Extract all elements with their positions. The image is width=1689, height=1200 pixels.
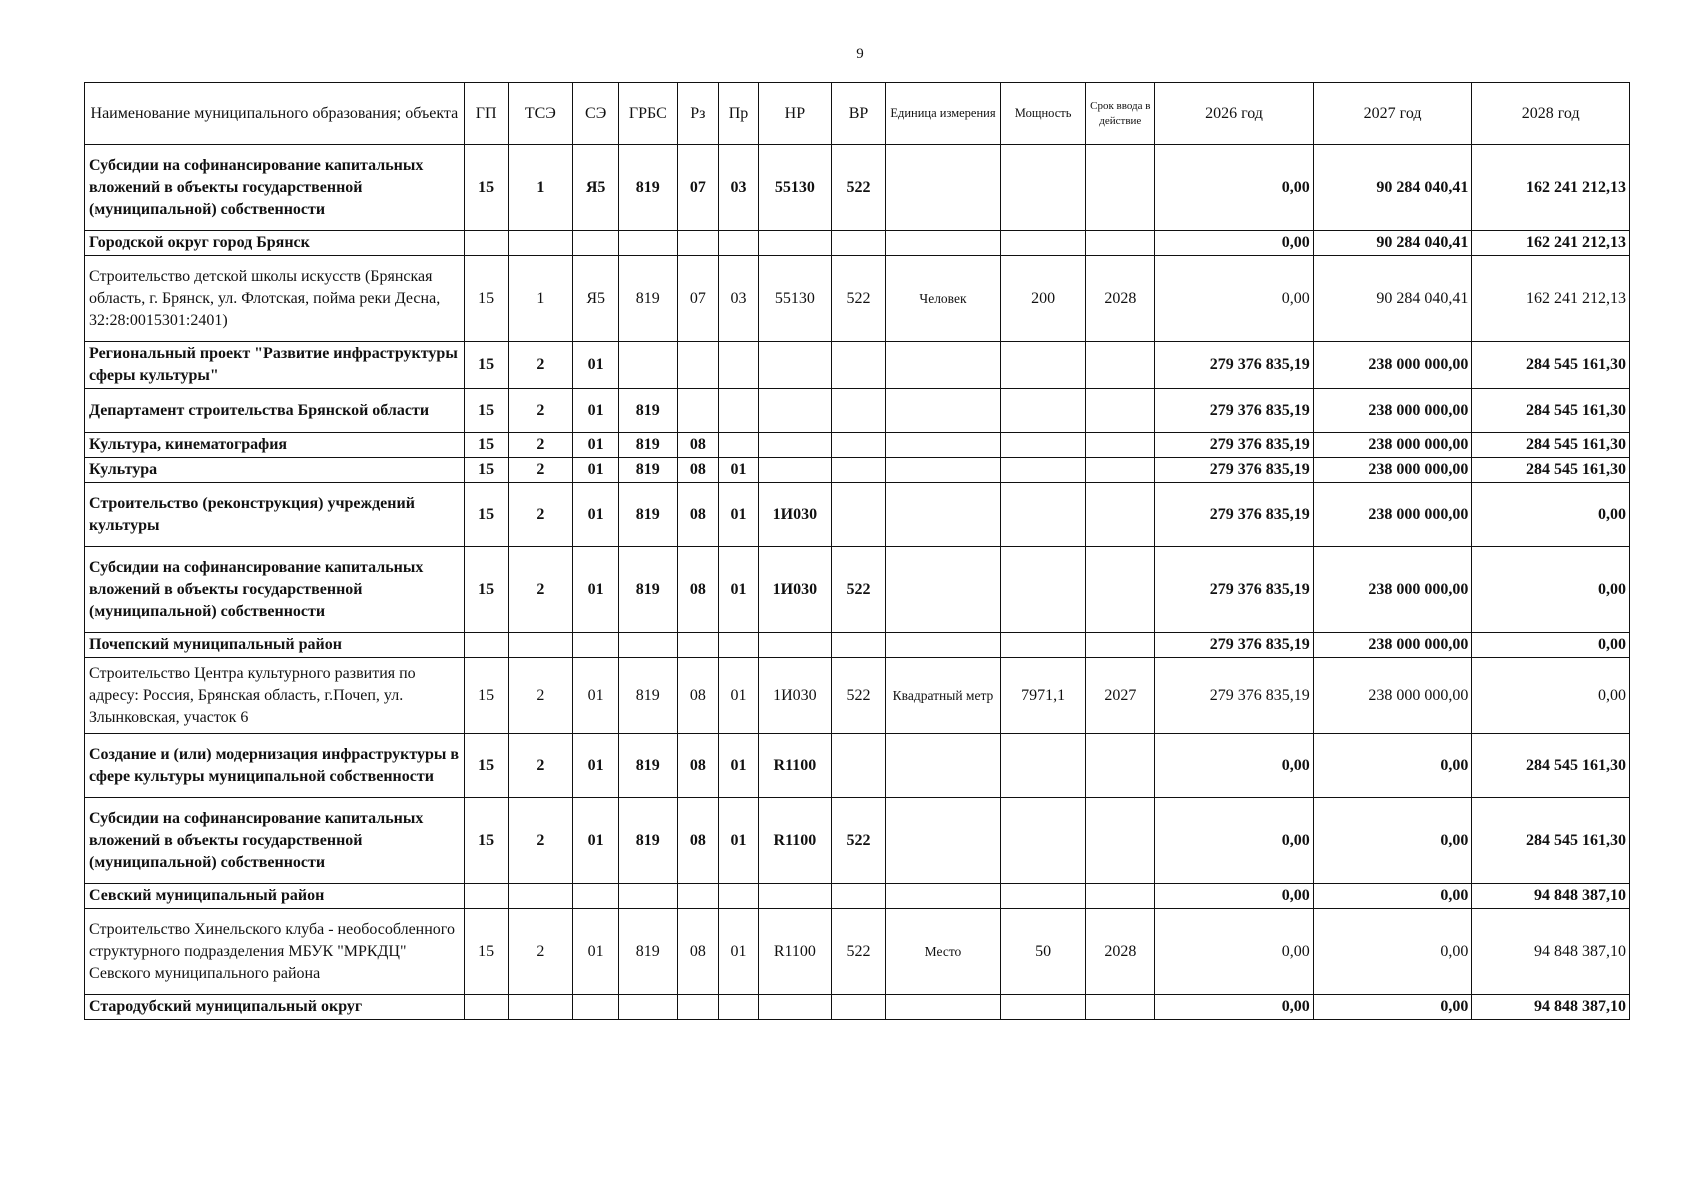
cell-tse: 1 bbox=[508, 256, 573, 342]
cell-se: Я5 bbox=[573, 256, 619, 342]
header-name: Наименование муниципального образования; объекта bbox=[85, 83, 465, 145]
cell-capacity bbox=[1000, 884, 1086, 909]
cell-name: Городской округ город Брянск bbox=[85, 231, 465, 256]
cell-gp bbox=[464, 633, 508, 658]
cell-se: 01 bbox=[573, 547, 619, 633]
cell-term bbox=[1086, 458, 1155, 483]
cell-vr bbox=[831, 633, 885, 658]
cell-name: Севский муниципальный район bbox=[85, 884, 465, 909]
cell-tse bbox=[508, 231, 573, 256]
cell-capacity bbox=[1000, 734, 1086, 798]
cell-grbs: 819 bbox=[619, 658, 677, 734]
cell-term bbox=[1086, 483, 1155, 547]
cell-vr: 522 bbox=[831, 909, 885, 995]
cell-tse: 2 bbox=[508, 658, 573, 734]
cell-grbs: 819 bbox=[619, 458, 677, 483]
cell-grbs: 819 bbox=[619, 798, 677, 884]
cell-y2028: 284 545 161,30 bbox=[1472, 734, 1630, 798]
cell-pr bbox=[719, 995, 759, 1020]
cell-gp: 15 bbox=[464, 342, 508, 389]
table-row bbox=[85, 547, 1630, 633]
cell-se bbox=[573, 995, 619, 1020]
cell-nr: R1100 bbox=[758, 909, 831, 995]
budget-table bbox=[84, 82, 1630, 1020]
cell-term bbox=[1086, 798, 1155, 884]
cell-se: Я5 bbox=[573, 145, 619, 231]
cell-y2026: 0,00 bbox=[1155, 798, 1314, 884]
cell-unit bbox=[886, 884, 1001, 909]
cell-nr bbox=[758, 342, 831, 389]
cell-tse: 2 bbox=[508, 734, 573, 798]
cell-tse: 2 bbox=[508, 433, 573, 458]
cell-y2028: 94 848 387,10 bbox=[1472, 995, 1630, 1020]
header-pr: Пр bbox=[719, 83, 759, 145]
cell-unit: Человек bbox=[886, 256, 1001, 342]
cell-rz: 08 bbox=[677, 798, 719, 884]
cell-y2028: 284 545 161,30 bbox=[1472, 433, 1630, 458]
cell-gp bbox=[464, 884, 508, 909]
cell-term: 2028 bbox=[1086, 909, 1155, 995]
cell-se: 01 bbox=[573, 433, 619, 458]
cell-gp: 15 bbox=[464, 734, 508, 798]
cell-grbs bbox=[619, 995, 677, 1020]
cell-vr: 522 bbox=[831, 256, 885, 342]
table-row bbox=[85, 483, 1630, 547]
cell-y2027: 0,00 bbox=[1313, 798, 1472, 884]
cell-term bbox=[1086, 389, 1155, 433]
cell-y2028: 0,00 bbox=[1472, 483, 1630, 547]
cell-tse bbox=[508, 995, 573, 1020]
cell-gp: 15 bbox=[464, 547, 508, 633]
cell-unit bbox=[886, 633, 1001, 658]
cell-capacity bbox=[1000, 231, 1086, 256]
cell-tse: 2 bbox=[508, 389, 573, 433]
cell-name: Субсидии на софинансирование капитальных вложений в объекты государственной (муниципальной) собственности bbox=[85, 798, 465, 884]
cell-se: 01 bbox=[573, 658, 619, 734]
cell-gp: 15 bbox=[464, 458, 508, 483]
cell-name: Строительство детской школы искусств (Брянская область, г. Брянск, ул. Флотская, пойма реки Десна, 32:28:0015301:2401) bbox=[85, 256, 465, 342]
cell-tse bbox=[508, 884, 573, 909]
cell-name: Строительство (реконструкция) учреждений культуры bbox=[85, 483, 465, 547]
cell-vr: 522 bbox=[831, 145, 885, 231]
cell-gp: 15 bbox=[464, 909, 508, 995]
cell-rz: 08 bbox=[677, 483, 719, 547]
cell-vr bbox=[831, 483, 885, 547]
cell-se: 01 bbox=[573, 483, 619, 547]
cell-unit bbox=[886, 734, 1001, 798]
cell-y2027: 238 000 000,00 bbox=[1313, 458, 1472, 483]
cell-tse: 2 bbox=[508, 458, 573, 483]
cell-pr: 03 bbox=[719, 145, 759, 231]
cell-pr: 01 bbox=[719, 458, 759, 483]
cell-y2027: 238 000 000,00 bbox=[1313, 483, 1472, 547]
cell-unit: Квадратный метр bbox=[886, 658, 1001, 734]
cell-y2027: 238 000 000,00 bbox=[1313, 633, 1472, 658]
header-2028: 2028 год bbox=[1472, 83, 1630, 145]
header-2027: 2027 год bbox=[1313, 83, 1472, 145]
cell-y2026: 279 376 835,19 bbox=[1155, 633, 1314, 658]
cell-se: 01 bbox=[573, 458, 619, 483]
cell-name: Субсидии на софинансирование капитальных вложений в объекты государственной (муниципальной) собственности bbox=[85, 547, 465, 633]
cell-pr: 03 bbox=[719, 256, 759, 342]
cell-y2027: 238 000 000,00 bbox=[1313, 547, 1472, 633]
header-row bbox=[85, 83, 1630, 145]
cell-rz bbox=[677, 995, 719, 1020]
cell-y2027: 0,00 bbox=[1313, 884, 1472, 909]
cell-nr bbox=[758, 458, 831, 483]
cell-vr bbox=[831, 342, 885, 389]
header-2026: 2026 год bbox=[1155, 83, 1314, 145]
cell-grbs bbox=[619, 633, 677, 658]
cell-gp: 15 bbox=[464, 389, 508, 433]
cell-y2028: 284 545 161,30 bbox=[1472, 458, 1630, 483]
cell-capacity: 7971,1 bbox=[1000, 658, 1086, 734]
cell-y2028: 162 241 212,13 bbox=[1472, 231, 1630, 256]
cell-term bbox=[1086, 884, 1155, 909]
cell-term bbox=[1086, 734, 1155, 798]
cell-capacity bbox=[1000, 798, 1086, 884]
cell-name: Создание и (или) модернизация инфраструктуры в сфере культуры муниципальной собственности bbox=[85, 734, 465, 798]
cell-term bbox=[1086, 145, 1155, 231]
cell-vr bbox=[831, 884, 885, 909]
cell-gp: 15 bbox=[464, 658, 508, 734]
cell-y2026: 0,00 bbox=[1155, 995, 1314, 1020]
cell-se: 01 bbox=[573, 389, 619, 433]
cell-y2028: 162 241 212,13 bbox=[1472, 145, 1630, 231]
table-row bbox=[85, 884, 1630, 909]
cell-unit bbox=[886, 798, 1001, 884]
cell-vr bbox=[831, 231, 885, 256]
cell-rz bbox=[677, 884, 719, 909]
cell-rz bbox=[677, 342, 719, 389]
cell-unit bbox=[886, 483, 1001, 547]
cell-nr bbox=[758, 633, 831, 658]
cell-name: Строительство Центра культурного развития по адресу: Россия, Брянская область, г.Почеп, ул. Злынковская, участок 6 bbox=[85, 658, 465, 734]
cell-grbs: 819 bbox=[619, 389, 677, 433]
cell-y2026: 279 376 835,19 bbox=[1155, 458, 1314, 483]
cell-rz bbox=[677, 389, 719, 433]
cell-y2026: 0,00 bbox=[1155, 256, 1314, 342]
cell-y2027: 238 000 000,00 bbox=[1313, 658, 1472, 734]
cell-nr: 55130 bbox=[758, 256, 831, 342]
cell-grbs: 819 bbox=[619, 483, 677, 547]
cell-y2027: 90 284 040,41 bbox=[1313, 256, 1472, 342]
cell-se bbox=[573, 633, 619, 658]
cell-unit bbox=[886, 995, 1001, 1020]
cell-unit bbox=[886, 145, 1001, 231]
cell-term: 2028 bbox=[1086, 256, 1155, 342]
cell-se: 01 bbox=[573, 342, 619, 389]
cell-gp: 15 bbox=[464, 483, 508, 547]
cell-y2026: 0,00 bbox=[1155, 734, 1314, 798]
cell-nr: 55130 bbox=[758, 145, 831, 231]
cell-grbs: 819 bbox=[619, 145, 677, 231]
cell-vr: 522 bbox=[831, 658, 885, 734]
table-row bbox=[85, 458, 1630, 483]
cell-grbs bbox=[619, 342, 677, 389]
cell-y2028: 162 241 212,13 bbox=[1472, 256, 1630, 342]
cell-se bbox=[573, 884, 619, 909]
cell-tse: 1 bbox=[508, 145, 573, 231]
cell-nr: 1И030 bbox=[758, 547, 831, 633]
table-body bbox=[85, 145, 1630, 1020]
cell-grbs: 819 bbox=[619, 256, 677, 342]
cell-y2028: 94 848 387,10 bbox=[1472, 909, 1630, 995]
cell-vr bbox=[831, 433, 885, 458]
header-se: СЭ bbox=[573, 83, 619, 145]
cell-name: Департамент строительства Брянской области bbox=[85, 389, 465, 433]
cell-rz: 08 bbox=[677, 734, 719, 798]
cell-y2027: 0,00 bbox=[1313, 909, 1472, 995]
cell-gp bbox=[464, 231, 508, 256]
cell-pr: 01 bbox=[719, 483, 759, 547]
cell-unit bbox=[886, 342, 1001, 389]
cell-term bbox=[1086, 547, 1155, 633]
cell-nr bbox=[758, 433, 831, 458]
cell-unit bbox=[886, 458, 1001, 483]
cell-pr: 01 bbox=[719, 909, 759, 995]
cell-unit bbox=[886, 389, 1001, 433]
cell-nr bbox=[758, 995, 831, 1020]
cell-gp: 15 bbox=[464, 433, 508, 458]
cell-name: Культура bbox=[85, 458, 465, 483]
cell-pr: 01 bbox=[719, 658, 759, 734]
cell-nr bbox=[758, 884, 831, 909]
cell-capacity bbox=[1000, 342, 1086, 389]
cell-y2027: 0,00 bbox=[1313, 734, 1472, 798]
cell-vr bbox=[831, 995, 885, 1020]
header-gp: ГП bbox=[464, 83, 508, 145]
cell-y2028: 0,00 bbox=[1472, 633, 1630, 658]
table-row bbox=[85, 995, 1630, 1020]
cell-name: Строительство Хинельского клуба - необособленного структурного подразделения МБУК "МРКДЦ" Севского муниципального района bbox=[85, 909, 465, 995]
cell-y2028: 284 545 161,30 bbox=[1472, 389, 1630, 433]
cell-pr bbox=[719, 342, 759, 389]
cell-tse: 2 bbox=[508, 342, 573, 389]
cell-pr bbox=[719, 389, 759, 433]
cell-nr: 1И030 bbox=[758, 483, 831, 547]
table-row bbox=[85, 145, 1630, 231]
cell-y2026: 279 376 835,19 bbox=[1155, 658, 1314, 734]
cell-y2026: 0,00 bbox=[1155, 231, 1314, 256]
cell-y2026: 279 376 835,19 bbox=[1155, 483, 1314, 547]
cell-capacity bbox=[1000, 389, 1086, 433]
cell-tse: 2 bbox=[508, 483, 573, 547]
table-row bbox=[85, 231, 1630, 256]
table-row bbox=[85, 798, 1630, 884]
cell-rz: 08 bbox=[677, 658, 719, 734]
cell-y2027: 90 284 040,41 bbox=[1313, 145, 1472, 231]
cell-name: Почепский муниципальный район bbox=[85, 633, 465, 658]
cell-rz: 08 bbox=[677, 433, 719, 458]
cell-se: 01 bbox=[573, 798, 619, 884]
cell-capacity: 50 bbox=[1000, 909, 1086, 995]
cell-vr: 522 bbox=[831, 798, 885, 884]
table-row bbox=[85, 256, 1630, 342]
cell-capacity bbox=[1000, 145, 1086, 231]
cell-tse: 2 bbox=[508, 547, 573, 633]
cell-rz: 08 bbox=[677, 909, 719, 995]
cell-capacity bbox=[1000, 633, 1086, 658]
cell-rz: 07 bbox=[677, 256, 719, 342]
cell-y2026: 0,00 bbox=[1155, 884, 1314, 909]
cell-unit bbox=[886, 547, 1001, 633]
table-row bbox=[85, 389, 1630, 433]
header-nr: НР bbox=[758, 83, 831, 145]
cell-nr: 1И030 bbox=[758, 658, 831, 734]
cell-gp: 15 bbox=[464, 145, 508, 231]
header-tse: ТСЭ bbox=[508, 83, 573, 145]
cell-pr: 01 bbox=[719, 547, 759, 633]
table-row bbox=[85, 909, 1630, 995]
cell-y2027: 238 000 000,00 bbox=[1313, 342, 1472, 389]
cell-se: 01 bbox=[573, 909, 619, 995]
cell-y2028: 0,00 bbox=[1472, 547, 1630, 633]
cell-y2026: 279 376 835,19 bbox=[1155, 433, 1314, 458]
header-vr: ВР bbox=[831, 83, 885, 145]
cell-se bbox=[573, 231, 619, 256]
cell-name: Стародубский муниципальный округ bbox=[85, 995, 465, 1020]
table-row bbox=[85, 734, 1630, 798]
cell-pr bbox=[719, 231, 759, 256]
cell-rz bbox=[677, 231, 719, 256]
cell-pr bbox=[719, 884, 759, 909]
cell-y2027: 238 000 000,00 bbox=[1313, 433, 1472, 458]
cell-nr: R1100 bbox=[758, 734, 831, 798]
cell-capacity bbox=[1000, 433, 1086, 458]
cell-vr bbox=[831, 458, 885, 483]
cell-rz: 08 bbox=[677, 458, 719, 483]
cell-capacity bbox=[1000, 995, 1086, 1020]
header-unit: Единица измерения bbox=[886, 83, 1001, 145]
cell-term bbox=[1086, 995, 1155, 1020]
cell-grbs: 819 bbox=[619, 909, 677, 995]
table-row bbox=[85, 342, 1630, 389]
cell-rz: 08 bbox=[677, 547, 719, 633]
table-row bbox=[85, 633, 1630, 658]
cell-grbs bbox=[619, 231, 677, 256]
cell-term: 2027 bbox=[1086, 658, 1155, 734]
cell-y2027: 0,00 bbox=[1313, 995, 1472, 1020]
cell-capacity bbox=[1000, 458, 1086, 483]
cell-y2027: 90 284 040,41 bbox=[1313, 231, 1472, 256]
cell-term bbox=[1086, 633, 1155, 658]
cell-grbs: 819 bbox=[619, 734, 677, 798]
page-number: 9 bbox=[856, 46, 864, 62]
cell-y2026: 279 376 835,19 bbox=[1155, 389, 1314, 433]
cell-unit bbox=[886, 231, 1001, 256]
header-rz: Рз bbox=[677, 83, 719, 145]
cell-y2026: 279 376 835,19 bbox=[1155, 342, 1314, 389]
cell-pr: 01 bbox=[719, 798, 759, 884]
cell-gp: 15 bbox=[464, 256, 508, 342]
cell-unit bbox=[886, 433, 1001, 458]
header-grbs: ГРБС bbox=[619, 83, 677, 145]
cell-nr bbox=[758, 389, 831, 433]
cell-y2026: 0,00 bbox=[1155, 909, 1314, 995]
cell-tse: 2 bbox=[508, 798, 573, 884]
cell-y2028: 284 545 161,30 bbox=[1472, 798, 1630, 884]
cell-y2028: 284 545 161,30 bbox=[1472, 342, 1630, 389]
cell-term bbox=[1086, 342, 1155, 389]
cell-tse: 2 bbox=[508, 909, 573, 995]
cell-gp bbox=[464, 995, 508, 1020]
cell-tse bbox=[508, 633, 573, 658]
cell-capacity bbox=[1000, 547, 1086, 633]
cell-pr bbox=[719, 433, 759, 458]
cell-nr bbox=[758, 231, 831, 256]
cell-capacity bbox=[1000, 483, 1086, 547]
cell-unit: Место bbox=[886, 909, 1001, 995]
cell-gp: 15 bbox=[464, 798, 508, 884]
cell-rz bbox=[677, 633, 719, 658]
cell-nr: R1100 bbox=[758, 798, 831, 884]
cell-name: Субсидии на софинансирование капитальных вложений в объекты государственной (муниципальной) собственности bbox=[85, 145, 465, 231]
table-row bbox=[85, 658, 1630, 734]
cell-y2026: 279 376 835,19 bbox=[1155, 547, 1314, 633]
cell-vr bbox=[831, 389, 885, 433]
cell-name: Культура, кинематография bbox=[85, 433, 465, 458]
header-term: Срок ввода в действие bbox=[1086, 83, 1155, 145]
cell-grbs bbox=[619, 884, 677, 909]
cell-y2026: 0,00 bbox=[1155, 145, 1314, 231]
cell-term bbox=[1086, 433, 1155, 458]
cell-rz: 07 bbox=[677, 145, 719, 231]
cell-name: Региональный проект "Развитие инфраструктуры сферы культуры" bbox=[85, 342, 465, 389]
cell-y2028: 0,00 bbox=[1472, 658, 1630, 734]
cell-grbs: 819 bbox=[619, 433, 677, 458]
header-capacity: Мощность bbox=[1000, 83, 1086, 145]
cell-vr: 522 bbox=[831, 547, 885, 633]
cell-vr bbox=[831, 734, 885, 798]
cell-y2028: 94 848 387,10 bbox=[1472, 884, 1630, 909]
table-row bbox=[85, 433, 1630, 458]
cell-term bbox=[1086, 231, 1155, 256]
cell-grbs: 819 bbox=[619, 547, 677, 633]
cell-pr bbox=[719, 633, 759, 658]
cell-se: 01 bbox=[573, 734, 619, 798]
cell-y2027: 238 000 000,00 bbox=[1313, 389, 1472, 433]
cell-capacity: 200 bbox=[1000, 256, 1086, 342]
cell-pr: 01 bbox=[719, 734, 759, 798]
